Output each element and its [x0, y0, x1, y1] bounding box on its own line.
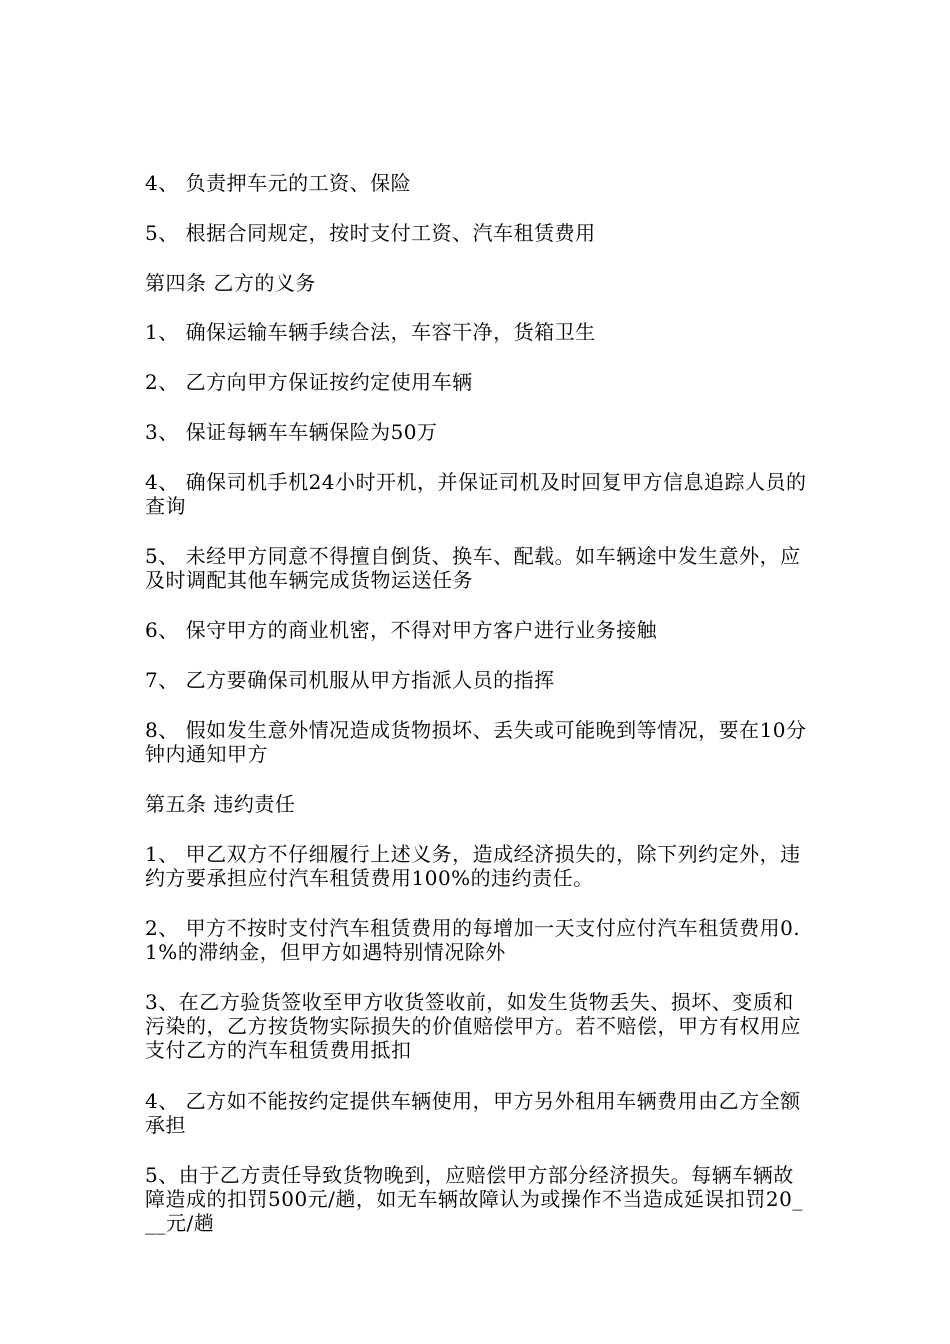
clause-5-item-5: 5、由于乙方责任导致货物晚到，应赔偿甲方部分经济损失。每辆车辆故障造成的扣罚500元/趟，如无车辆故障认为或操作不当造成延误扣罚20___元/趟: [145, 1163, 803, 1235]
article-5-heading: 第五条 违约责任: [145, 792, 296, 816]
clause-4-item-1: 1、 确保运输车辆手续合法，车容干净，货箱卫生: [145, 320, 596, 344]
article-4-heading: 第四条 乙方的义务: [145, 271, 316, 295]
clause-5-item-1: 1、 甲乙双方不仔细履行上述义务，造成经济损失的，除下列约定外，违约方要承担应付汽车租赁费用100%的违约责任。: [145, 842, 801, 890]
clause-4-item-4: 4、 确保司机手机24小时开机，并保证司机及时回复甲方信息追踪人员的查询: [145, 470, 807, 518]
clause-4-item-6: 6、 保守甲方的商业机密，不得对甲方客户进行业务接触: [145, 618, 658, 642]
clause-4-item-5: 5、 未经甲方同意不得擅自倒货、换车、配载。如车辆途中发生意外，应及时调配其他车辆完成货物运送任务: [145, 544, 801, 592]
clause-5-item-3: 3、在乙方验货签收至甲方收货签收前，如发生货物丢失、损坏、变质和污染的，乙方按货物实际损失的价值赔偿甲方。若不赔偿，甲方有权用应支付乙方的汽车租赁费用抵扣: [145, 990, 801, 1062]
clause-3-item-5: 5、 根据合同规定，按时支付工资、汽车租赁费用: [145, 221, 596, 245]
clause-4-item-3: 3、 保证每辆车车辆保险为50万: [145, 420, 438, 444]
clause-3-item-4: 4、 负责押车元的工资、保险: [145, 171, 412, 195]
clause-5-item-4: 4、 乙方如不能按约定提供车辆使用，甲方另外租用车辆费用由乙方全额承担: [145, 1089, 801, 1137]
clause-5-item-2: 2、 甲方不按时支付汽车租赁费用的每增加一天支付应付汽车租赁费用0.1%的滞纳金，但甲方如遇特别情况除外: [145, 916, 801, 964]
clause-4-item-8: 8、 假如发生意外情况造成货物损坏、丢失或可能晚到等情况，要在10分钟内通知甲方: [145, 718, 807, 766]
clause-4-item-7: 7、 乙方要确保司机服从甲方指派人员的指挥: [145, 668, 555, 692]
clause-4-item-2: 2、 乙方向甲方保证按约定使用车辆: [145, 370, 473, 394]
